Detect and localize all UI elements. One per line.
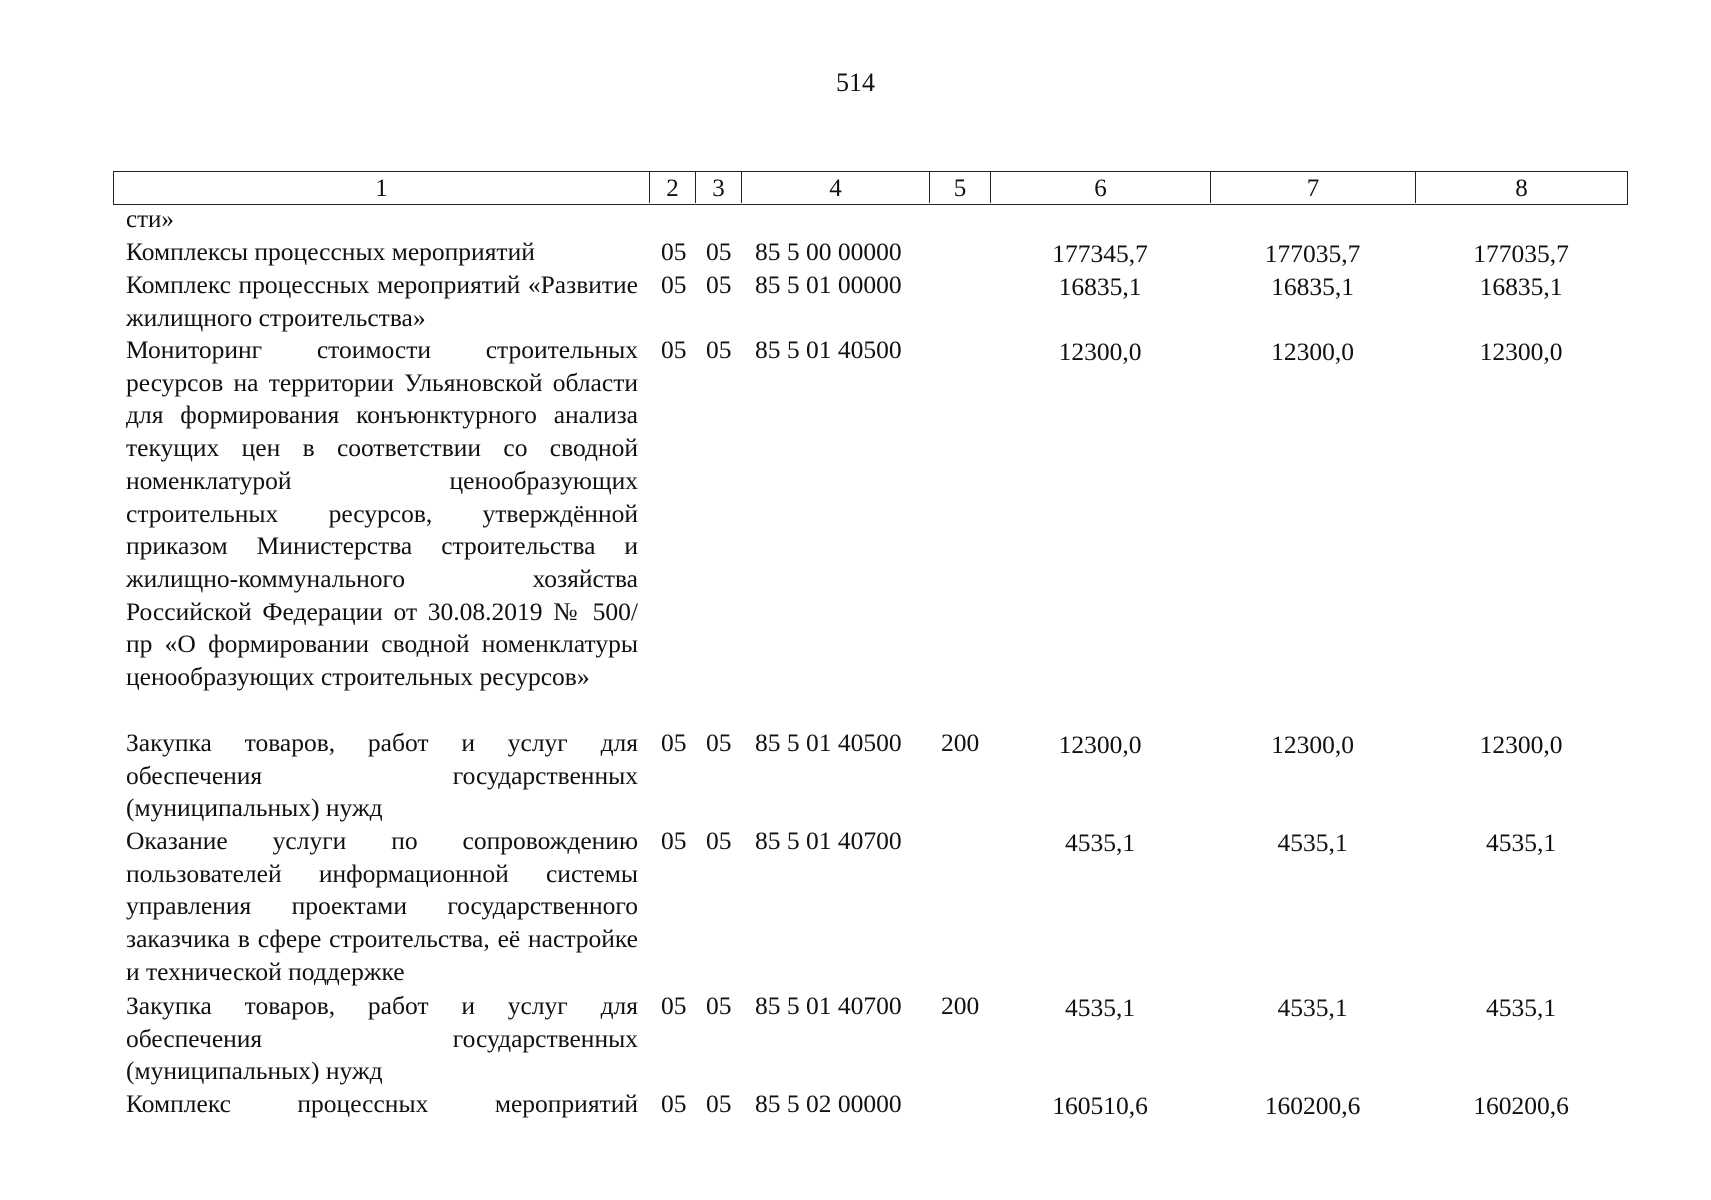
- row-name: Комплекс процессных мероприятий: [126, 1089, 638, 1118]
- row-col-7: 160200,6: [1264, 1091, 1361, 1120]
- row-col-7: 4535,1: [1277, 993, 1348, 1022]
- header-col-2: 2: [650, 172, 696, 203]
- row-col-4: 85 5 01 40500: [755, 335, 902, 364]
- row-col-4: 85 5 02 00000: [755, 1089, 902, 1118]
- row-col-2: 05: [661, 335, 687, 364]
- row-col-6: 160510,6: [1052, 1091, 1148, 1120]
- row-col-3: 05: [706, 335, 732, 364]
- row-col-2: 05: [661, 270, 687, 299]
- row-col-5: 200: [941, 728, 980, 757]
- row-col-8: 177035,7: [1473, 239, 1569, 268]
- row-col-4: 85 5 01 40500: [755, 728, 902, 757]
- row-col-8: 12300,0: [1479, 730, 1563, 759]
- row-col-2: 05: [661, 1089, 687, 1118]
- row-col-7: 12300,0: [1271, 730, 1354, 759]
- row-col-4: 85 5 01 00000: [755, 270, 902, 299]
- row-name: Мониторинг стоимости строительных ресурсов на территории Ульяновской области для формирования конъюнктурного анализа текущих цен в соответствии со сводной номенклатурой ценообразующих строительных ресурсов, утверждённой приказом Министерства строительства и жилищно-коммунального хозяйства Российской Федерации от 30.08.2019 № 500/пр «О формировании сводной номенклатуры ценообразующих строительных ресурсов»: [126, 335, 638, 692]
- row-col-3: 05: [706, 826, 732, 855]
- row-col-7: 177035,7: [1264, 239, 1361, 268]
- page-number: 514: [836, 68, 875, 97]
- row-col-6: 4535,1: [1064, 828, 1136, 857]
- row-name: Закупка товаров, работ и услуг для обеспечения государственных (муниципальных) нужд: [126, 991, 638, 1086]
- row-name: Комплекс процессных мероприятий «Развитие жилищного строительства»: [126, 270, 638, 332]
- row-col-6: 16835,1: [1058, 272, 1142, 301]
- row-col-6: 12300,0: [1058, 730, 1142, 759]
- row-col-2: 05: [661, 826, 687, 855]
- row-col-5: 200: [941, 991, 980, 1020]
- header-col-4: 4: [742, 172, 930, 203]
- row-col-3: 05: [706, 270, 732, 299]
- row-name: Комплексы процессных мероприятий: [126, 237, 535, 266]
- row-col-3: 05: [706, 728, 732, 757]
- table-header: [113, 171, 1628, 205]
- header-col-6: 6: [991, 172, 1211, 203]
- row-col-4: 85 5 00 00000: [755, 237, 902, 266]
- row-col-8: 12300,0: [1479, 337, 1563, 366]
- row-col-4: 85 5 01 40700: [755, 991, 902, 1020]
- row-col-8: 16835,1: [1479, 272, 1563, 301]
- row-col-2: 05: [661, 991, 687, 1020]
- row-col-8: 4535,1: [1485, 828, 1557, 857]
- row-col-6: 177345,7: [1052, 239, 1148, 268]
- row-col-3: 05: [706, 237, 732, 266]
- header-col-3: 3: [696, 172, 742, 203]
- row-col-7: 12300,0: [1271, 337, 1354, 366]
- row-col-8: 4535,1: [1485, 993, 1557, 1022]
- continued-text: сти»: [126, 206, 174, 233]
- row-col-6: 4535,1: [1064, 993, 1136, 1022]
- header-col-8: 8: [1515, 175, 1528, 202]
- row-name: Оказание услуги по сопровождению пользователей информационной системы управления проектами государственного заказчика в сфере строительства, её настройке и технической поддержке: [126, 826, 638, 986]
- row-col-2: 05: [661, 728, 687, 757]
- header-col-7: 7: [1211, 172, 1416, 203]
- row-col-7: 4535,1: [1277, 828, 1348, 857]
- header-col-5: 5: [930, 172, 991, 203]
- header-col-1: 1: [114, 172, 650, 203]
- row-col-3: 05: [706, 1089, 732, 1118]
- row-col-7: 16835,1: [1271, 272, 1354, 301]
- row-col-2: 05: [661, 237, 687, 266]
- row-name: Закупка товаров, работ и услуг для обеспечения государственных (муниципальных) нужд: [126, 728, 638, 823]
- row-col-4: 85 5 01 40700: [755, 826, 902, 855]
- row-col-8: 160200,6: [1473, 1091, 1569, 1120]
- row-col-3: 05: [706, 991, 732, 1020]
- row-col-6: 12300,0: [1058, 337, 1142, 366]
